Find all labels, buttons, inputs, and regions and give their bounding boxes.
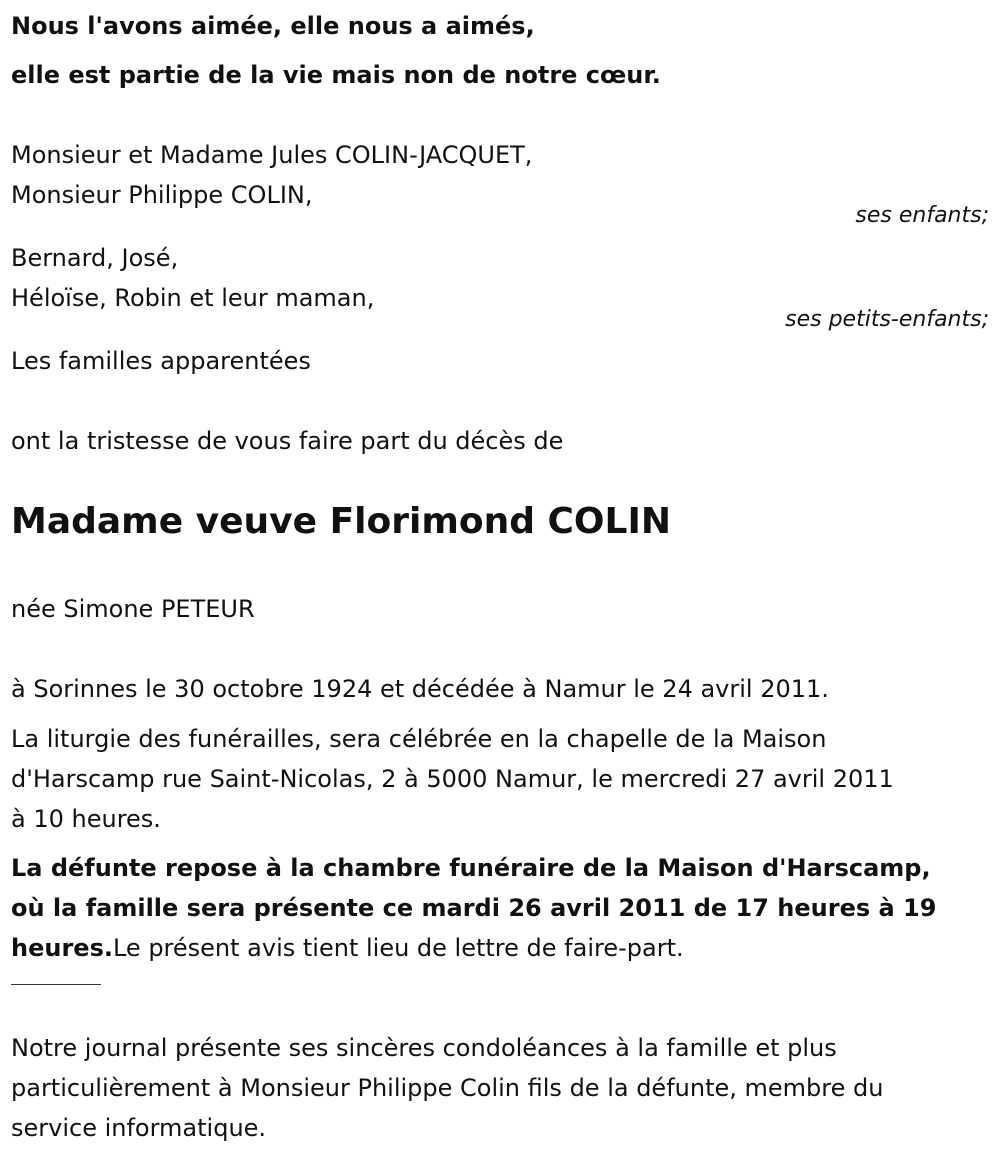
epigraph-line-1: Nous l'avons aimée, elle nous a aimés, (11, 12, 535, 40)
faire-part-note: Le présent avis tient lieu de lettre de faire-part. (112, 934, 684, 962)
funeral-line-3: à 10 heures. (11, 805, 161, 833)
funeral-line-2: d'Harscamp rue Saint-Nicolas, 2 à 5000 Namur, le mercredi 27 avril 2011 (11, 765, 894, 793)
grandchildren-role: ses petits-enfants; (785, 307, 989, 332)
birth-death-dates: à Sorinnes le 30 octobre 1924 et décédée à Namur le 24 avril 2011. (11, 675, 829, 703)
separator-rule (11, 984, 101, 985)
visitation-line-3 (11, 928, 684, 968)
deceased-name: Madame veuve Florimond COLIN (11, 501, 671, 542)
condolences-line-3: service informatique. (11, 1114, 267, 1142)
grandchildren-line-2: Héloïse, Robin et leur maman, (11, 284, 375, 312)
grandchildren-line-1: Bernard, José, (11, 244, 179, 272)
children-line-2: Monsieur Philippe COLIN, (11, 181, 313, 209)
funeral-line-1: La liturgie des funérailles, sera célébrée en la chapelle de la Maison (11, 725, 827, 753)
visitation-hours-end: heures. (11, 934, 113, 962)
children-line-1: Monsieur et Madame Jules COLIN-JACQUET, (11, 141, 533, 169)
epigraph-line-2: elle est partie de la vie mais non de notre cœur. (11, 61, 661, 89)
condolences-line-2: particulièrement à Monsieur Philippe Colin fils de la défunte, membre du (11, 1074, 884, 1102)
visitation-line-1: La défunte repose à la chambre funéraire de la Maison d'Harscamp, (11, 854, 931, 882)
born-name: née Simone PETEUR (11, 595, 255, 623)
children-role: ses enfants; (855, 203, 989, 228)
relatives: Les familles apparentées (11, 347, 311, 375)
condolences-line-1: Notre journal présente ses sincères condoléances à la famille et plus (11, 1034, 837, 1062)
visitation-line-2: où la famille sera présente ce mardi 26 avril 2011 de 17 heures à 19 (11, 894, 937, 922)
announcement: ont la tristesse de vous faire part du décès de (11, 427, 564, 455)
